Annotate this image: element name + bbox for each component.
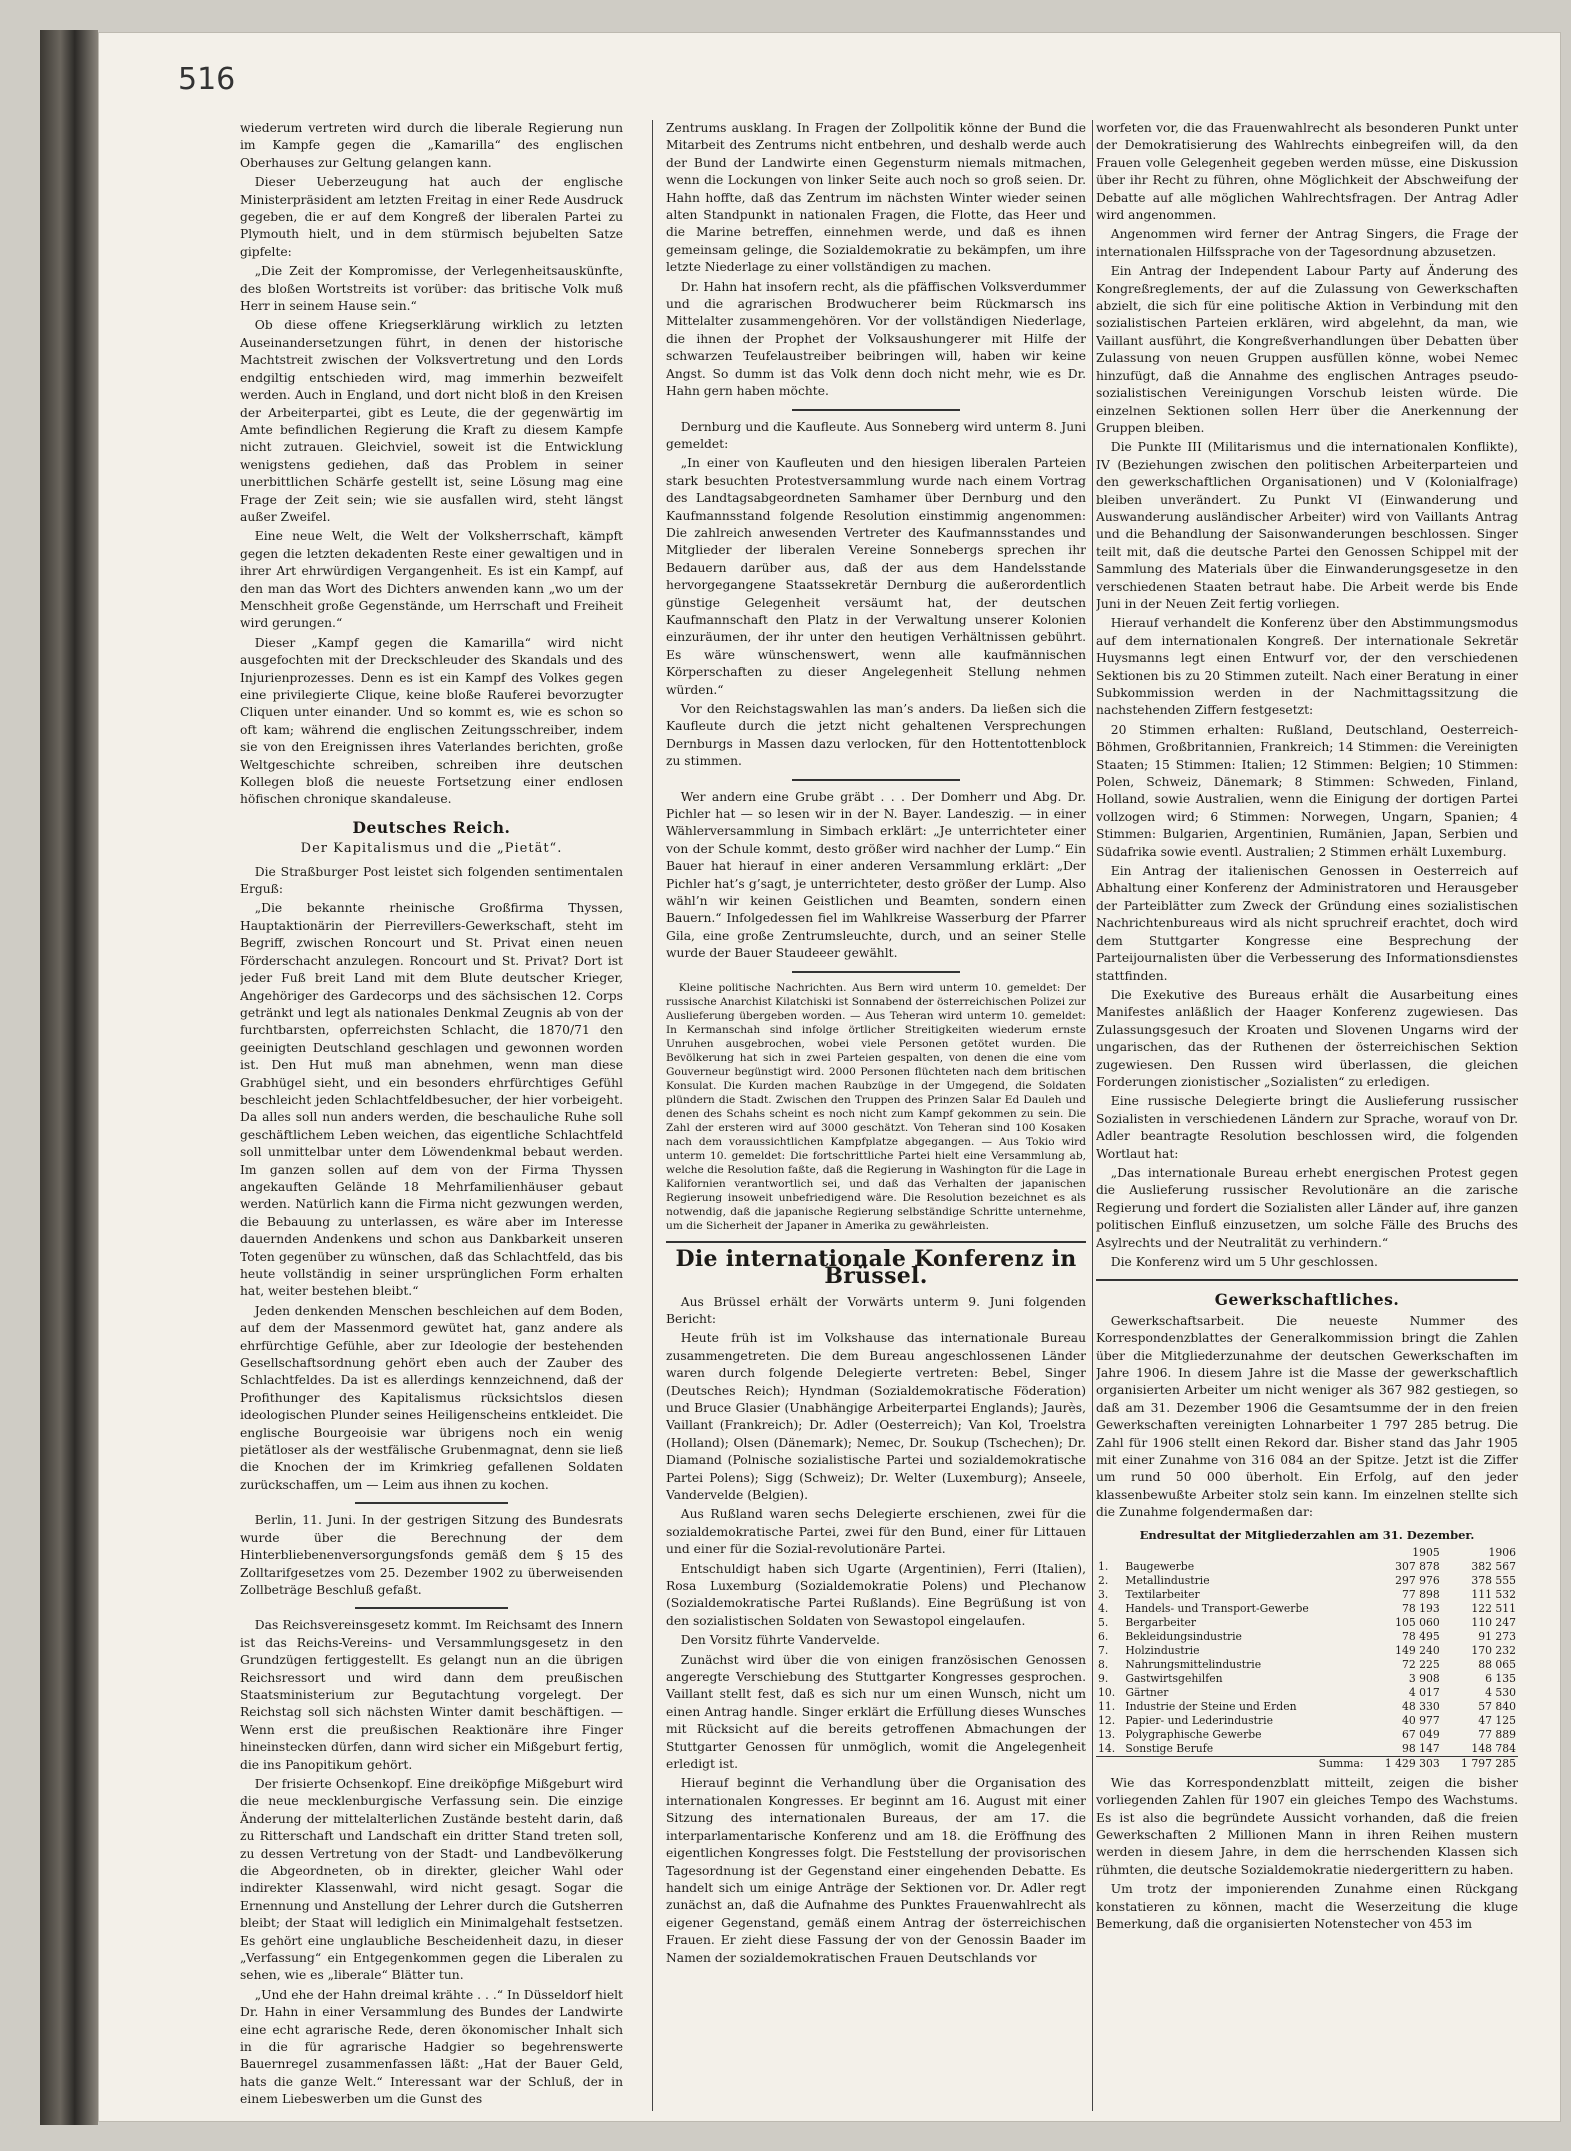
row-label: Metallindustrie [1125,1573,1210,1587]
paragraph: Hierauf beginnt die Verhandlung über die Organisation des internationalen Kongresses. Er beginnt am 16. August mit einer Sitzung des internationalen Bureaus, der am 17. die interparlamentarische Konferenz und am 18. die Eröffnung des eigentlichen Kongresses folgt. Die Feststellung der provisorischen Tagesordnung ist der Gegenstand einer eingehenden Debatte. Es handelt sich um einige Anträge der Sektionen vor. Dr. Adler regt zunächst an, daß die Aufnahme des Punktes Frauenwahlrecht als eigener Gegenstand, gemäß einem Antrag der österreichischen Frauen. Er zieht diese Fassung der von der Genossin Baader im Namen der sozialdemokratischen Frauen Deutschlands vor [666,1776,1086,1965]
row-label: Sonstige Berufe [1125,1741,1214,1755]
book-binding-edge [40,30,98,2125]
paragraph: Ob diese offene Kriegserklärung wirklich zu letzten Auseinandersetzungen führt, in denen der historische Machtstreit zwischen der Volksvertretung und den Lords endgiltig entschieden wird, mag immerhin bezweifelt werden. Auch in England, und dort nicht bloß in den Kreisen der Arbeiterpartei, gibt es Leute, die der gegenwärtig im Amte befindlichen Regierung die Kraft zu diesem Kampfe nicht zutrauen. Gleichviel, soweit ist die Entwicklung wenigstens gediehen, daß das Problem in seiner unerbittlichen Schärfe gestellt ist, seine Lösung mag eine Frage der Zeit sein; wie sie ausfallen wird, steht längst außer Zweifel. [240,318,623,524]
table-body [1096,1560,1518,1757]
row-value-1905: 67 049 [1401,1727,1440,1741]
row-label: Gastwirtsgehilfen [1125,1671,1223,1685]
table-row [1096,1714,1518,1728]
row-label: Industrie der Steine und Erden [1125,1699,1297,1713]
section-heading-deutsches-reich: Deutsches Reich. [352,817,511,837]
row-value-1906: 77 889 [1478,1727,1516,1741]
paragraph-small: Kleine politische Nachrichten. Aus Bern wird unterm 10. gemeldet: Der russische Anarchist Kilatchiski ist Sonnabend der österreichischen Polizei zur Auslieferung übergeben worden. — Aus Teheran wird unterm 10. gemeldet: In Kermanschah sind infolge örtlicher Streitigkeiten wiederum ernste Unruhen ausgebrochen, wobei viele Personen getötet wurden. Die Bevölkerung hat sich in zwei Parteien gespalten, von denen die eine vom Gouverneur begünstigt wird. 2000 Personen flüchteten nach dem britischen Konsulat. Die Kurden machen Raubzüge in der Umgegend, die Soldaten plündern die Stadt. Zwischen den Truppen des Prinzen Salar Ed Dauleh und denen des Schahs scheint es noch nicht zum Kampf gekommen zu sein. Die Zahl der ersteren wird auf 3000 geschätzt. Von Teheran sind 100 Kosaken nach dem voraussichtlichen Kampfplatze abgegangen. — Aus Tokio wird unterm 10. gemeldet: Die fortschrittliche Partei hielt eine Versammlung ab, welche die Resolution faßte, daß die Regierung in Washington für die Lage in Kalifornien verantwortlich sei, und daß das Verhalten der japanischen Regierung insoweit unbefriedigend wäre. Die Resolution bezeichnet es als notwendig, daß die japanische Regierung selbständige Schritte unternehme, um die Sicherheit der Japaner in Amerika zu gewährleisten. [666,981,1086,1232]
row-label: Nahrungsmittelindustrie [1125,1657,1262,1671]
quote: „Die Zeit der Kompromisse, der Verlegenheitsauskünfte, des bloßen Wortstreits ist vorüber: das britische Volk muß Herr in seinem Hause sein.“ [240,264,623,314]
sum-1906: 1 797 285 [1442,1756,1518,1771]
column-rule [1092,120,1093,2111]
row-number: 14. [1098,1741,1116,1755]
row-value-1906: 6 135 [1485,1671,1516,1685]
page-number: 516 [178,62,236,97]
column-rule [652,120,653,2111]
paragraph: Dieser Ueberzeugung hat auch der englische Ministerpräsident am letzten Freitag in einer Rede Ausdruck gegeben, die er auf dem Kongreß der liberalen Partei zu Plymouth hielt, und in dem stürmisch bejubelten Satze gipfelte: [240,175,623,259]
paragraph: Dieser „Kampf gegen die Kamarilla“ wird nicht ausgefochten mit der Dreckschleuder des Skandals und des Injurienprozesses. Denn es ist ein Kampf des Volkes gegen eine privilegierte Clique, keine bloße Rauferei bevorzugter Cliquen unter einander. Und so kommt es, wie es schon so oft kam; während die englischen Zeitungsschreiber, indem sie von den Ereignissen ihres Vaterlandes berichten, große Weltgeschichte schreiben, schreiben ihre deutschen Kollegen bloß die neueste Fortsetzung einer endlosen höfischen chronique skandaleuse. [240,635,623,807]
paragraph: Der frisierte Ochsenkopf. Eine dreiköpfige Mißgeburt wird die neue mecklenburgische Verfassung sein. Die einzige Änderung der mittelalterlichen Zustände besteht darin, daß zu Ritterschaft und Landschaft ein dritter Stand treten soll, zu dessen Vertretung von der Stadt- und Landbevölkerung die Abgeordneten, ob in direkter, gleicher Wahl oder indirekter Klassenwahl, wird nicht gesagt. Sogar die Ernennung und Anstellung der Lehrer durch die Gutsherren bleibt; der Staat will lediglich ein Minimalgehalt festsetzen. Es gehört eine unglaubliche Bescheidenheit dazu, in dieser „Verfassung“ ein Entgegenkommen gegen die Liberalen zu sehen, wie es „liberale“ Blätter tun. [240,1776,623,1983]
article-subhead: Der Kapitalismus und die „Pietät“. [300,841,563,857]
row-value-1906: 382 567 [1471,1559,1516,1573]
row-number: 2. [1098,1573,1109,1587]
row-number: 8. [1098,1657,1109,1671]
row-label: Handels- und Transport-Gewerbe [1125,1601,1309,1615]
paragraph: Die Punkte III (Militarismus und die internationalen Konflikte), IV (Beziehungen zwischen den politischen Arbeiterparteien und den gewerkschaftlichen Organisationen) und V (Kolonialfrage) bleiben unverändert. Zu Punkt VI (Einwanderung und Auswanderung ausländischer Arbeiter) wird von Vaillants Antrag und die Behandlung der Saisonwanderungen beschlossen. Singer teilt mit, daß die deutsche Partei den Genossen Schippel mit der Sammlung des Materials über die Einwanderungsgesetze in den verschiedenen Staaten betraut habe. Die Arbeit werde bis Ende Juni in der Neuen Zeit fertig vorliegen. [1096,440,1518,611]
row-number: 7. [1098,1643,1109,1657]
row-number: 4. [1098,1601,1109,1615]
column-header-1905: 1905 [1412,1545,1440,1559]
paragraph: Die Exekutive des Bureaus erhält die Ausarbeitung eines Manifestes anläßlich der Haager Konferenz zugewiesen. Das Zulassungsgesuch der Kroaten und Slovenen Ungarns wird der ungarischen, das der Ruthenen der österreichischen Sektion zugewiesen. Den Russen wird überlassen, die gleichen Forderungen zionistischer „Sozialisten“ zu erledigen. [1096,987,1518,1089]
row-value-1906: 4 530 [1485,1685,1516,1699]
row-value-1905: 307 878 [1395,1559,1440,1573]
quote: „In einer von Kaufleuten und den hiesigen liberalen Parteien stark besuchten Protestversammlung wurde nach einem Vortrag des Landtagsabgeordneten Samhamer über Dernburg und den Kaufmannsstand folgende Resolution einstimmig angenommen: Die zahlreich anwesenden Vertreter des Kaufmannsstandes und Mitglieder der liberalen Vereine Sonnebergs sprechen ihr Bedauern darüber aus, daß der aus dem Handelsstande hervorgegangene Staatssekretär Dernburg die außerordentlich günstige Gelegenheit versäumt hat, der deutschen Kaufmannschaft den Platz in der Verwaltung unserer Kolonien einzuräumen, der ihr unter den heutigen Verhältnissen gebührt. Es wäre wünschenswert, wenn alle kaufmännischen Körperschaften zu dieser Angelegenheit Stellung nehmen würden.“ [666,456,1086,697]
paragraph: Gewerkschaftsarbeit. Die neueste Nummer des Korrespondenzblattes der Generalkommission bringt die Zahlen über die Mitgliederzunahme der deutschen Gewerkschaften im Jahre 1906. In diesem Jahre ist die Masse der gewerkschaftlich organisierten Arbeiter um nicht weniger als 367 982 gestiegen, so daß am 31. Dezember 1906 die Gesamtsumme der in den freien Gewerkschaften vereinigten Lohnarbeiter 1 797 285 betrug. Die Zahl für 1906 stellt einen Rekord dar. Bisher stand das Jahr 1905 mit einer Zunahme von 316 084 an der Spitze. Jetzt ist die Ziffer um rund 50 000 überholt. Ein Erfolg, auf den jeder klassenbewußte Arbeiter stolz sein kann. Im einzelnen stellte sich die Zunahme folgendermaßen dar: [1096,1313,1518,1520]
membership-table [1096,1526,1518,1771]
row-value-1905: 48 330 [1401,1699,1440,1713]
paragraph: Hierauf verhandelt die Konferenz über den Abstimmungsmodus auf dem internationalen Kongreß. Der internationale Sekretär Huysmanns legt einen Entwurf vor, der den verschiedenen Sektionen bis zu 20 Stimmen zuteilt. Nach einer Beratung in einer Subkommission werden in der Nachmittagssitzung die nachstehenden Ziffern festgesetzt: [1096,616,1518,718]
row-value-1905: 78 495 [1401,1629,1440,1643]
paragraph: Den Vorsitz führte Vandervelde. [680,1633,880,1648]
row-value-1905: 98 147 [1401,1741,1440,1755]
paragraph: Wer andern eine Grube gräbt . . . Der Domherr und Abg. Dr. Pichler hat — so lesen wir in der N. Bayer. Landeszig. — in einer Wählerversammlung in Simbach erklärt: „Je unterrichteter einer von der Schule kommt, desto größer wird nachher der Lump.“ Ein Bauer hat hierauf in einer anderen Versammlung erklärt: „Der Pichler hat’s g’sagt, je unterrichteter, desto größer der Lump. Also wähl’n wir keinen Geistlichen und Beamten, sondern einen Bauern.“ Infolgedessen fiel im Wahlkreise Wasserburg der Pfarrer Gila, eine große Zentrumsleuchte, durch, und an seiner Stelle wurde der Bauer Staudeeer gewählt. [666,789,1086,961]
row-number: 10. [1098,1685,1116,1699]
row-value-1906: 148 784 [1471,1741,1516,1755]
paragraph: Vor den Reichstagswahlen las man’s anders. Da ließen sich die Kaufleute durch die jetzt nicht gehaltenen Versprechungen Dernburgs in Massen dazu verlocken, für den Hottentottenblock zu stimmen. [666,702,1086,769]
row-value-1905: 4 017 [1408,1685,1440,1699]
paragraph: Eine russische Delegierte bringt die Auslieferung russischer Sozialisten in verschiedenen Ländern zur Sprache, worauf von Dr. Adler beantragte Resolution beschlossen wird, die folgenden Wortlaut hat: [1096,1094,1518,1161]
table-row [1096,1700,1518,1714]
table-row [1096,1728,1518,1742]
row-label: Holzindustrie [1125,1643,1200,1657]
quote: „Das internationale Bureau erhebt energischen Protest gegen die Auslieferung russischer Revolutionäre an die zarische Regierung und fordert die Sozialisten aller Länder auf, ihre ganzen politischen Einfluß einzusetzen, um solche Fälle des Bruchs des Asylrechts und der Neutralität zu verhindern.“ [1096,1165,1518,1250]
table-row [1096,1630,1518,1644]
divider [792,779,960,781]
paragraph: Jeden denkenden Menschen beschleichen auf dem Boden, auf dem der Massenmord gewütet hat, ganz andere als ehrfürchtige Gefühle, aber zur Ideologie der bestehenden Gesellschaftsordnung gehört eben auch der Zauber des Schlachtfeldes. Da ist es allerdings kennzeichnend, daß der Profithunger des Kapitalismus rücksichtslos diesen ideologischen Plunder seines Heiligenscheins entkleidet. Die englische Bourgeoisie war übrigens noch ein wenig pietätloser als der westfälische Grubenmagnat, denn sie ließ die Knochen der im Krimkrieg gefallenen Soldaten zurückschaffen, um — Leim aus ihnen zu kochen. [240,1303,623,1492]
row-number: 9. [1098,1671,1109,1685]
row-value-1905: 40 977 [1401,1713,1440,1727]
row-value-1905: 105 060 [1395,1615,1440,1629]
row-value-1905: 3 908 [1408,1671,1440,1685]
paragraph: Dernburg und die Kaufleute. Aus Sonneberg wird unterm 8. Juni gemeldet: [666,419,1086,451]
paragraph: Angenommen wird ferner der Antrag Singers, die Frage der internationalen Hilfssprache von der Tagesordnung abzusetzen. [1096,227,1518,259]
paragraph: Zunächst wird über die von einigen französischen Genossen angeregte Verschiebung des Stuttgarter Kongresses gesprochen. Vaillant stellt fest, daß es sich nur um einen Wunsch, nicht um einen Antrag handle. Singer erklärt die Erfüllung dieses Wunsches mit Rücksicht auf die bereits getroffenen Abmachungen der Stuttgarter Genossen für unmöglich, womit die Angelegenheit erledigt ist. [666,1652,1086,1772]
row-value-1905: 72 225 [1401,1657,1440,1671]
table-row [1096,1588,1518,1602]
row-value-1906: 88 065 [1478,1657,1516,1671]
paragraph: Die Straßburger Post leistet sich folgenden sentimentalen Erguß: [240,864,623,897]
paragraph: Zentrums ausklang. In Fragen der Zollpolitik könne der Bund die Mitarbeit des Zentrums nicht entbehren, und deshalb werde auch der Bund der Landwirte einen Gegensturm niemals mitmachen, wenn die Lockungen von linker Seite auch noch so groß seien. Dr. Hahn hoffte, daß das Zentrum im nächsten Winter wieder seinen alten Standpunkt in nationalen Fragen, die Flotte, das Heer und die Marine betreffen, einnehmen werde, und daß es ihnen gemeinsam gelinge, die Sozialdemokratie zu bekämpfen, um ihre letzte Niederlage zu einer vollständigen zu machen. [666,121,1086,275]
table-sum-row [1096,1756,1518,1771]
row-value-1906: 111 532 [1471,1587,1516,1601]
right-column [1096,120,1518,2111]
divider [666,1241,1086,1243]
paragraph: Die Konferenz wird um 5 Uhr geschlossen. [1110,1255,1378,1269]
row-number: 13. [1098,1727,1116,1741]
row-number: 1. [1098,1559,1109,1573]
left-column [240,120,623,2111]
row-number: 12. [1098,1713,1116,1727]
paragraph: Um trotz der imponierenden Zunahme einen Rückgang konstatieren zu können, macht die Weserzeitung die kluge Bemerkung, daß die organisierten Notenstecher von 453 im [1096,1882,1518,1931]
row-value-1905: 77 898 [1401,1587,1440,1601]
divider [355,1502,508,1504]
divider [1096,1279,1518,1281]
paragraph: Ein Antrag der Independent Labour Party auf Änderung des Kongreßreglements, der auf die Zulassung von Gewerkschaften abzielt, die sich für eine politische Aktion in Verbindung mit den sozialistischen Parteien erklären, wird abgelehnt, da man, wie Vaillant ausführt, die Kongreßverhandlungen über Debatten über Zulassung von neuen Gruppen ausfüllen könne, wobei Nemec hinzufügt, daß die Annahme des englischen Antrages pseudo-sozialistischen Vereinigungen Vorschub leisten würde. Die einzelnen Sektionen sollen Herr über die Anerkennung der Gruppen bleiben. [1096,264,1518,435]
row-number: 3. [1098,1587,1109,1601]
paragraph: Heute früh ist im Volkshause das internationale Bureau zusammengetreten. Die dem Bureau angeschlossenen Länder waren durch folgende Delegierte vertreten: Bebel, Singer (Deutsches Reich); Hyndman (Sozialdemokratische Föderation) und Bruce Glasier (Unabhängige Arbeiterpartei Englands); Jaurès, Vaillant (Frankreich); Dr. Adler (Oesterreich); Van Kol, Troelstra (Holland); Olsen (Dänemark); Nemec, Dr. Soukup (Tschechen); Dr. Diamand (Polnische sozialistische Partei und sozialdemokratische Partei Polens); Sigg (Schweiz); Dr. Welter (Luxemburg); Anseele, Vandervelde (Belgien). [666,1331,1086,1502]
sum-1905: 1 429 303 [1366,1756,1442,1771]
table-row [1096,1616,1518,1630]
paragraph: Aus Brüssel erhält der Vorwärts unterm 9. Juni folgenden Bericht: [666,1294,1086,1326]
row-label: Polygraphische Gewerbe [1125,1727,1262,1741]
table-row [1096,1686,1518,1700]
row-value-1905: 297 976 [1395,1573,1440,1587]
row-value-1905: 78 193 [1401,1601,1440,1615]
table-row [1096,1574,1518,1588]
row-value-1906: 122 511 [1471,1601,1516,1615]
paragraph: Entschuldigt haben sich Ugarte (Argentinien), Ferri (Italien), Rosa Luxemburg (Sozialdemokratie Polens) und Plechanow (Sozialdemokratische Partei Rußlands). Eine Begrüßung ist von den sozialistischen Soldaten von Sewastopol eingelaufen. [666,1561,1086,1628]
row-value-1906: 110 247 [1471,1615,1516,1629]
row-value-1906: 47 125 [1478,1713,1516,1727]
table-row [1096,1644,1518,1658]
row-label: Bergarbeiter [1125,1615,1196,1629]
row-label: Textilarbeiter [1125,1587,1200,1601]
column-header-1906: 1906 [1488,1545,1516,1559]
row-value-1906: 57 840 [1478,1699,1516,1713]
paragraph: Das Reichsvereinsgesetz kommt. Im Reichsamt des Innern ist das Reichs-Vereins- und Versammlungsgesetz in den Grundzügen fertiggestellt. Es gelangt nun an die übrigen Reichsressort und wird dann dem preußischen Staatsministerium zur Begutachtung vorgelegt. Der Reichstag soll sich nächsten Winter damit beschäftigen. — Wenn erst die preußischen Reaktionäre ihre Finger hineinstecken dürfen, dann wird sicher ein Mißgeburt fertig, die ins Panopitikum gehört. [240,1618,623,1772]
row-label: Bekleidungsindustrie [1125,1629,1242,1643]
table-row [1096,1560,1518,1574]
paragraph: Wie das Korrespondenzblatt mitteilt, zeigen die bisher vorliegenden Zahlen für 1907 ein gleiches Tempo des Wachstums. Es ist also die begründete Aussicht vorhanden, daß die freien Gewerkschaften 2 Millionen Mann in ihren Reihen mustern werden in diesem Jahre, in dem die herrschenden Klassen sich rühmten, die deutsche Sozialdemokratie niedergerittern zu haben. [1096,1775,1518,1877]
paragraph: 20 Stimmen erhalten: Rußland, Deutschland, Oesterreich-Böhmen, Großbritannien, Frankreich; 14 Stimmen: die Vereinigten Staaten; 15 Stimmen: Italien; 12 Stimmen: Belgien; 10 Stimmen: Polen, Schweiz, Dänemark; 8 Stimmen: Schweden, Finland, Holland, sowie Australien, wenn die Einigung der dortigen Partei vollzogen wird; 6 Stimmen: Norwegen, Ungarn, Spanien; 4 Stimmen: Bulgarien, Argentinien, Rumänien, Japan, Serbien und Südafrika sowie eventl. Australien; 2 Stimmen erhält Luxemburg. [1096,722,1518,859]
row-number: 6. [1098,1629,1109,1643]
divider [792,409,960,411]
divider [355,1607,508,1609]
paragraph: Eine neue Welt, die Welt der Volksherrschaft, kämpft gegen die letzten dekadenten Reste einer gewaltigen und in ihrer Art ehrwürdigen Vergangenheit. Es ist ein Kampf, auf den man das Wort des Dichters anwenden kann „wo um der Menschheit große Gegenstände, um Herrschaft und Freiheit wird gerungen.“ [240,529,623,631]
paragraph: Berlin, 11. Juni. In der gestrigen Sitzung des Bundesrats wurde über die Berechnung der dem Hinterbliebenenversorgungsfonds gemäß dem § 15 des Zolltarifgesetzes vom 25. Dezember 1902 zu überweisenden Zollbeträge Beschluß gefaßt. [240,1513,623,1597]
sum-label: Summa: [1123,1756,1365,1771]
row-value-1905: 149 240 [1395,1643,1440,1657]
row-label: Baugewerbe [1125,1559,1195,1573]
table-caption: Endresultat der Mitgliederzahlen am 31. Dezember. [1139,1527,1475,1542]
row-number: 5. [1098,1615,1109,1629]
middle-column [666,120,1086,2111]
table-header-row [1096,1546,1518,1560]
quote: „Die bekannte rheinische Großfirma Thyssen, Hauptaktionärin der Pierrevillers-Gewerkschaft, steht im Begriff, zwischen Roncourt und St. Privat einen neuen Förderschacht anzulegen. Roncourt und St. Privat? Dort ist jeder Fuß breit Land mit dem Blute deutscher Krieger, Angehöriger des Gardecorps und des sächsischen 12. Corps getränkt und legt als nationales Denkmal Zeugnis ab von der furchtbarsten, opferreichsten Schlacht, die 1870/71 den geeinigten Deutschland geschlagen und gewonnen worden ist. Den Hut muß man abnehmen, wenn man diese Grabhügel sieht, und ein besonders ehrfürchtiges Gefühl beschleicht jeden Schlachtfeldbesucher, der hier vorbeigeht. Da alles soll nun anders werden, die beschauliche Ruhe soll geschäftlichem Leben weichen, das eigentliche Schlachtfeld soll unmittelbar unter dem Löwendenkmal bebaut werden. Im ganzen sollen auf dem von der Firma Thyssen angekauften Gelände 18 Mehrfamilienhäuser gebaut werden. Natürlich kann die Firma nicht gezwungen werden, die Bebauung zu unterlassen, es wäre aber im Interesse dauernden Andenkens und schon aus Dankbarkeit unseren Toten gegenüber zu wünschen, daß das Schlachtfeld, das bis heute vollständig in seiner ursprünglichen Form erhalten hat, weiter bestehen bleibt.“ [240,901,623,1299]
table-row [1096,1672,1518,1686]
table-row [1096,1742,1518,1757]
table-row [1096,1602,1518,1616]
paragraph: Dr. Hahn hat insofern recht, als die pfäffischen Volksverdummer und die agrarischen Brodwucherer beim Rückmarsch ins Mittelalter zusammengehören. Vor der vollständigen Niederlage, die ihnen der Prophet der Volksaushungerer mit Hilfe der schwarzen Teufelaustreiber beibringen will, haben wir keine Angst. So dumm ist das Volk denn doch nicht mehr, wie es Dr. Hahn gern haben möchte. [666,279,1086,399]
paragraph: Ein Antrag der italienischen Genossen in Oesterreich auf Abhaltung einer Konferenz der Administratoren und Herausgeber der Parteiblätter zum Zweck der Gründung eines sozialistischen Nachrichtenbureaus wird als nicht spruchreif erachtet, doch wird dem Stuttgarter Kongresse eine Besprechung der Parteijournalisten über die Verbesserung des Informationsdienstes stattfinden. [1096,864,1518,983]
row-label: Papier- und Lederindustrie [1125,1713,1273,1727]
row-value-1906: 91 273 [1478,1629,1516,1643]
row-value-1906: 170 232 [1471,1643,1516,1657]
paragraph: „Und ehe der Hahn dreimal krähte . . .“ In Düsseldorf hielt Dr. Hahn in einer Versammlung des Bundes der Landwirte eine echt agrarische Rede, deren ökonomischer Inhalt sich in die für agrarische Hadgier so begehrenswerte Bauernregel zusammenfassen läßt: „Hat der Bauer Geld, hats die ganze Welt.“ Interessant war der Schluß, der in einem Liebeswerben um die Gunst des [240,1987,623,2107]
paragraph: wiederum vertreten wird durch die liberale Regierung nun im Kampfe gegen die „Kamarilla“ des englischen Oberhauses zur Geltung gelangen kann. [240,121,623,170]
row-value-1906: 378 555 [1471,1573,1516,1587]
conference-title: Die internationale Konferenz in Brüssel. [675,1245,1077,1290]
section-heading-gewerkschaftliches: Gewerkschaftliches. [1214,1290,1400,1310]
paragraph: worfeten vor, die das Frauenwahlrecht als besonderen Punkt unter der Demokratisierung des Wahlrechts einbegreifen will, da den Frauen volle Gelegenheit gegeben werden müsse, eine Diskussion über ihr Recht zu führen, ohne Möglichkeit der Abschweifung der Debatte auf alle möglichen Wahlrechtsfragen. Der Antrag Adler wird angenommen. [1096,121,1518,223]
divider [792,971,960,973]
table-row [1096,1658,1518,1672]
paragraph: Aus Rußland waren sechs Delegierte erschienen, zwei für die sozialdemokratische Partei, zwei für den Bund, einer für Littauen und einer für die Sozial-revolutionäre Partei. [666,1507,1086,1557]
row-label: Gärtner [1125,1685,1169,1699]
row-number: 11. [1098,1699,1116,1713]
